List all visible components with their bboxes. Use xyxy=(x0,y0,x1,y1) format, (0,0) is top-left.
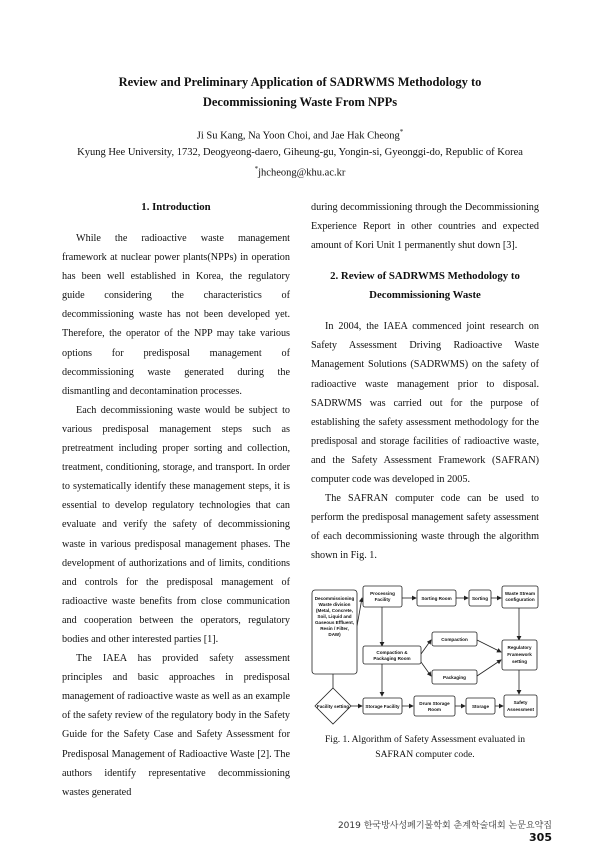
label-storage: Storage xyxy=(471,703,490,709)
label-compaction: Compaction xyxy=(441,636,468,642)
left-column xyxy=(62,198,290,802)
author-email: *jhcheong@khu.ac.kr xyxy=(254,164,346,178)
label-processing-0: Processing xyxy=(370,590,395,596)
paragraph-review-1: In 2004, the IAEA commenced joint research on Safety Assessment Driving Radioactive Waste Management Solutions (SADRWMS) on the safety of radioactive waste management prior to disposal. SADRWMS was carried out for the purpose of establishing the safety assessment methodology for the predisposal and storage facilities of radioactive waste, and the Safety Assessment Framework (SAFRAN) computer code was developed in 2005. xyxy=(311,321,539,486)
title-line-2: Decommissioning Waste From NPPs xyxy=(202,95,398,109)
paper-title xyxy=(60,72,540,112)
label-safety-0: Safety xyxy=(513,699,528,705)
flowchart-diagram xyxy=(311,576,539,726)
label-packaging: Packaging xyxy=(443,674,466,680)
label-division-3: Soil, Liquid and xyxy=(317,613,352,619)
label-drum-storage-1: Room xyxy=(427,706,442,712)
label-waste-stream-1: configuration xyxy=(505,596,535,602)
node-compaction-packaging xyxy=(363,646,421,664)
label-regulatory-0: Regulatory xyxy=(507,644,532,650)
figure-1-caption: Fig. 1. Algorithm of Safety Assessment evaluated in SAFRAN computer code. xyxy=(324,733,526,760)
author-names: Ji Su Kang, Na Yoon Choi, and Jae Hak Cheong* xyxy=(196,128,404,142)
label-safety-1: Assessment xyxy=(506,706,535,712)
label-division-0: Decommissioning xyxy=(314,595,355,601)
label-waste-stream-0: Waste Stream xyxy=(504,590,536,596)
paragraph-intro-2: Each decommissioning waste would be subject to various predisposal management steps such as pretreatment including proper sorting and collection, treatment, conditioning, storage, and transport. In order to systematically identify these management steps, it is essential to develop regulatory technologies that can evaluate and verify the safety of decommissioning waste in various predisposal management phases. The development of authorizations and of limits, conditions and controls for the predisposal management of radioactive waste benefits from close communication and cooperation between the operators, regulatory bodies and other interested parties [1]. xyxy=(62,404,290,645)
label-sorting: Sorting xyxy=(471,595,489,601)
label-division-5: Resin / Filter, xyxy=(320,625,349,631)
label-division-4: Gaseous Effluent, xyxy=(314,619,355,625)
section-heading-review: 2. Review of SADRWMS Methodology to Decommissioning Waste xyxy=(330,270,520,302)
node-safety xyxy=(504,695,537,717)
label-facility-setting: Facility setting xyxy=(316,703,350,709)
title-line-1: Review and Preliminary Application of SADRWMS Methodology to xyxy=(118,75,482,89)
label-sorting-room: Sorting Room xyxy=(421,595,452,601)
author-block xyxy=(40,124,560,181)
page-footer xyxy=(320,818,552,844)
author-affiliation: Kyung Hee University, 1732, Deogyeong-daero, Giheung-gu, Yongin-si, Gyeonggi-do, Republic of Korea xyxy=(77,146,523,158)
label-regulatory-1: Framework xyxy=(507,651,532,657)
label-storage-facility: Storage Facility xyxy=(365,703,400,709)
paragraph-intro-3-continued: during decommissioning through the Decommissioning Experience Report in other countries and expected amount of Kori Unit 1 permanently shut down [3]. xyxy=(311,202,539,252)
label-drum-storage-0: Drum Storage xyxy=(419,700,450,706)
label-division-2: (Metal, Concrete, xyxy=(315,607,354,613)
paragraph-intro-1: While the radioactive waste management framework at nuclear power plants(NPPs) in operation has been well established in Korea, the regulatory guide considering the characteristics of decommissioning waste has not been developed yet. Therefore, the operator of the NPP may take various options for predisposal management of decommissioning waste generated during the dismantling and decontamination processes. xyxy=(62,233,290,397)
label-division-6: DAW) xyxy=(328,631,341,637)
right-column xyxy=(311,198,539,762)
page-number: 305 xyxy=(529,831,552,844)
label-compaction-packaging-0: Compaction & xyxy=(376,649,408,655)
label-processing-1: Facility xyxy=(374,596,391,602)
node-drum-storage xyxy=(414,696,455,716)
label-compaction-packaging-1: Packaging Room xyxy=(373,655,411,661)
section-heading-introduction: 1. Introduction xyxy=(141,201,211,213)
figure-1 xyxy=(311,576,539,726)
label-regulatory-2: setting xyxy=(511,658,528,664)
label-division-1: Waste division xyxy=(318,601,351,607)
footer-proceedings: 2019 한국방사성폐기물학회 춘계학술대회 논문요약집 xyxy=(337,821,552,831)
paragraph-intro-3: The IAEA has provided safety assessment principles and basic approaches in predisposal management of radioactive waste as well as an example of the safety review of the regulatory body in the Safety Guide for the Safety Case and Safety Assessment for Predisposal Management of Radioactive Waste [2]. The authors identify representative decommissioning wastes generated xyxy=(62,653,291,798)
paragraph-review-2: The SAFRAN computer code can be used to perform the predisposal management safety assessment of each decommissioning waste through the algorithm shown in Fig. 1. xyxy=(311,493,539,562)
